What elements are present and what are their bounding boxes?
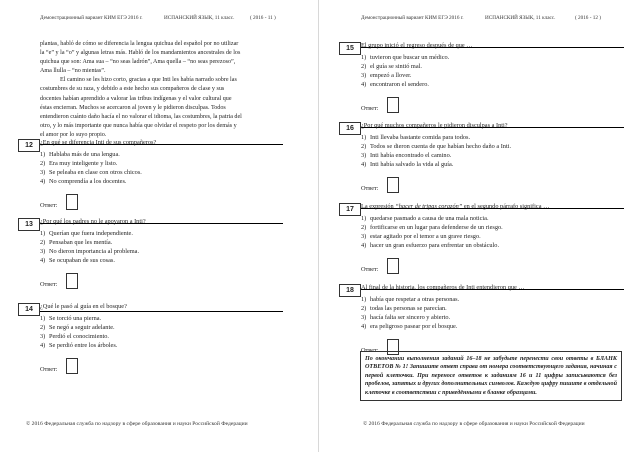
option-text: Pensaban que les mentía. [49, 239, 113, 246]
option-text: Todos se dieron cuenta de que habían hecho daño a Inti. [370, 143, 512, 150]
option-text: encontraron el sendero. [370, 81, 429, 88]
option-number: 2) [40, 324, 46, 331]
question-text: ¿En qué se diferencia Inti de sus compañeros? [40, 139, 157, 146]
option-number: 3) [361, 72, 367, 79]
passage-line: el amor por lo suyo propio. [40, 131, 107, 138]
option-text: No comprendía a los docentes. [49, 178, 127, 185]
option-number: 1) [361, 215, 367, 222]
passage-line: otro, y lo más importante que nunca había que olvidar el respeto por los demás y [40, 122, 237, 129]
options-list [361, 53, 601, 89]
task-number: 12 [18, 139, 40, 152]
question-text: Al final de la historia, los compañeros de Inti entendieron que … [361, 284, 525, 291]
page-header [40, 15, 290, 25]
option-text: hacía falta ser sincero y abierto. [370, 314, 451, 321]
page-footer: © 2016 Федеральная служба по надзору в сфере образования и науки Российской Федерации [26, 421, 248, 427]
passage-line: costumbres de su raza, y debido a este hecho sus compañeros de clase y sus [40, 86, 225, 93]
options-list [40, 314, 280, 350]
option [40, 168, 280, 177]
options-list [40, 229, 280, 265]
answer-row [40, 194, 280, 210]
option-text: Se perdió entre los árboles. [49, 342, 118, 349]
option-number: 4) [361, 242, 367, 249]
answer-box[interactable] [387, 97, 399, 113]
header-subject: ИСПАНСКИЙ ЯЗЫК, 11 класс. [164, 15, 235, 21]
options-list [361, 133, 601, 169]
option-text: hacer un gran esfuerzo para enfrentar un obstáculo. [370, 242, 500, 249]
option-number: 1) [40, 315, 46, 322]
task-number: 13 [18, 218, 40, 231]
option [40, 177, 280, 186]
task-body [40, 218, 280, 289]
option [361, 232, 601, 241]
question-lead: La expresión [361, 203, 394, 210]
option-number: 3) [40, 169, 46, 176]
passage-line: El camino se les hizo corto, gracias a que Inti les había narrado sobre las [60, 77, 237, 84]
option-number: 2) [40, 160, 46, 167]
option-text: Se torció una pierna. [49, 315, 102, 322]
answer-label: Ответ: [40, 281, 58, 288]
page-header [361, 15, 626, 25]
option-text: había que respetar a otras personas. [370, 296, 460, 303]
option-number: 3) [361, 233, 367, 240]
option-text: empezó a llover. [370, 72, 412, 79]
options-list [361, 295, 601, 331]
option [361, 151, 601, 160]
option-number: 3) [361, 152, 367, 159]
option-number: 2) [40, 239, 46, 246]
passage-line: plantas, habló de cómo se diferencia la lengua quichua del español por no utilizar [40, 41, 239, 47]
option [361, 214, 601, 223]
option-number: 3) [40, 248, 46, 255]
option-text: Perdió el conocimiento. [49, 333, 109, 340]
option-text: Querían que fuera independiente. [49, 230, 133, 237]
option-text: estar agitado por el temor a un grave riesgo. [370, 233, 481, 240]
answer-row [40, 273, 280, 289]
passage-line: docentes habían aprendido a valorar las tribus indígenas y el valor cultural que [40, 95, 232, 102]
page-footer: © 2016 Федеральная служба по надзору в сфере образования и науки Российской Федерации [363, 421, 585, 427]
option-number: 4) [361, 323, 367, 330]
option [361, 295, 601, 304]
passage-line: la “e” y la “o” y algunas letras más. Habló de los mandamientos ancestrales de los [40, 50, 241, 57]
passage-line: Ama llulla – “no mientas”. [40, 68, 106, 75]
task-body [40, 303, 280, 374]
option [361, 53, 601, 62]
question-expression: “hacer de tripas corazón” [395, 203, 463, 210]
task-body [361, 42, 601, 113]
option-text: todas las personas se parecían. [370, 305, 447, 312]
option-text: era peligroso pasear por el bosque. [370, 323, 458, 330]
option-number: 1) [40, 230, 46, 237]
answer-label: Ответ: [361, 266, 379, 273]
option-number: 1) [361, 296, 367, 303]
question-text: ¿Por qué los padres no le apoyaron a Inti? [40, 218, 146, 225]
option-number: 4) [361, 161, 367, 168]
option [40, 341, 280, 350]
option [361, 80, 601, 89]
option [361, 133, 601, 142]
question-text: ¿Qué le pasó al guía en el bosque? [40, 303, 127, 310]
option-text: Inti había salvado la vida al guía. [370, 161, 454, 168]
option [40, 229, 280, 238]
option-text: Hablaba más de una lengua. [49, 151, 120, 158]
options-list [40, 150, 280, 186]
option-number: 4) [40, 342, 46, 349]
option [40, 314, 280, 323]
header-page-number: ( 2016 - 12 ) [575, 15, 601, 21]
option-text: fortificarse en un lugar para defenderse de un riesgo. [370, 224, 503, 231]
task-body [361, 203, 601, 274]
option-number: 2) [361, 143, 367, 150]
option-number: 1) [361, 134, 367, 141]
task-number: 15 [339, 42, 361, 55]
option [361, 142, 601, 151]
option [40, 256, 280, 265]
option [361, 160, 601, 169]
task-body [40, 139, 280, 210]
passage-line: entendieron cuánto daño hacía el no valorar el idioma, las costumbres, la patria del [40, 113, 242, 120]
task-number: 17 [339, 203, 361, 216]
answer-label: Ответ: [361, 185, 379, 192]
answer-label: Ответ: [361, 347, 379, 354]
option-number: 4) [40, 257, 46, 264]
option-number: 4) [40, 178, 46, 185]
passage-line: quichua que son: Ama sua – “no seas ladrón”, Ama quella – “no seas perezoso”, [40, 59, 236, 66]
header-title: Демонстрационный вариант КИМ ЕГЭ 2016 г. [40, 15, 143, 21]
passage-line: éstas encierran. Muchos se acercaron al joven y le pidieron disculpas. Todos [40, 104, 226, 111]
answer-label: Ответ: [40, 202, 58, 209]
option-number: 2) [361, 63, 367, 70]
option [40, 238, 280, 247]
answer-box[interactable] [66, 358, 78, 374]
option-number: 2) [361, 305, 367, 312]
answer-label: Ответ: [361, 105, 379, 112]
option [361, 313, 601, 322]
option [40, 159, 280, 168]
answer-box[interactable] [387, 177, 399, 193]
option-text: Se ocupaban de sus cosas. [49, 257, 115, 264]
option [40, 247, 280, 256]
question-text: El grupo inició el regreso después de que … [361, 42, 473, 49]
answer-box[interactable] [387, 258, 399, 274]
answer-row [361, 177, 601, 193]
instructions-notice: По окончании выполнения заданий 16–18 не забудьте перенести свои ответы в БЛАНК ОТВЕТОВ № 1! Запишите ответ справа от номера соответствующего задания, начиная с первой клеточки. При переносе ответов к заданиям 16 и 11 цифры записываются без пробелов, запятых и других дополнительных символов. Каждую цифру пишите в отдельной клеточке в соответствии с приведёнными в бланке образцами. [360, 351, 622, 401]
option-text: Inti había encontrado el camino. [370, 152, 452, 159]
option [361, 304, 601, 313]
option [40, 150, 280, 159]
option [361, 223, 601, 232]
option-text: No dieron importancia al problema. [49, 248, 140, 255]
option-text: Se peleaba en clase con otros chicos. [49, 169, 142, 176]
answer-box[interactable] [66, 273, 78, 289]
question-tail: en el segundo párrafo significa … [463, 203, 550, 210]
option-text: Era muy inteligente y listo. [49, 160, 118, 167]
option-number: 2) [361, 224, 367, 231]
header-subject: ИСПАНСКИЙ ЯЗЫК, 11 класс. [485, 15, 556, 21]
task-number: 14 [18, 303, 40, 316]
option-number: 4) [361, 81, 367, 88]
option [40, 332, 280, 341]
answer-row [361, 258, 601, 274]
option-text: tuvieron que buscar un médico. [370, 54, 450, 61]
header-page-number: ( 2016 - 11 ) [250, 15, 276, 21]
task-body [361, 284, 601, 355]
question-text [361, 203, 601, 211]
task-number: 16 [339, 122, 361, 135]
option-number: 1) [40, 151, 46, 158]
answer-row [361, 97, 601, 113]
option [361, 62, 601, 71]
option-number: 1) [361, 54, 367, 61]
option [361, 322, 601, 331]
option-text: quedarse pasmado a causa de una mala noticia. [370, 215, 489, 222]
answer-box[interactable] [66, 194, 78, 210]
task-number: 18 [339, 284, 361, 297]
option-text: el guía se sintió mal. [370, 63, 422, 70]
option-text: Inti llevaba bastante comida para todos. [370, 134, 471, 141]
option [361, 241, 601, 250]
task-body [361, 122, 601, 193]
options-list [361, 214, 601, 250]
option-text: Se negó a seguir adelante. [49, 324, 115, 331]
option-number: 3) [40, 333, 46, 340]
header-title: Демонстрационный вариант КИМ ЕГЭ 2016 г. [361, 15, 464, 21]
reading-passage [40, 40, 284, 140]
option [361, 71, 601, 80]
question-text: ¿Por qué muchos compañeros le pidieron disculpas a Inti? [361, 122, 508, 129]
answer-label: Ответ: [40, 366, 58, 373]
option [40, 323, 280, 332]
option-number: 3) [361, 314, 367, 321]
answer-row [40, 358, 280, 374]
